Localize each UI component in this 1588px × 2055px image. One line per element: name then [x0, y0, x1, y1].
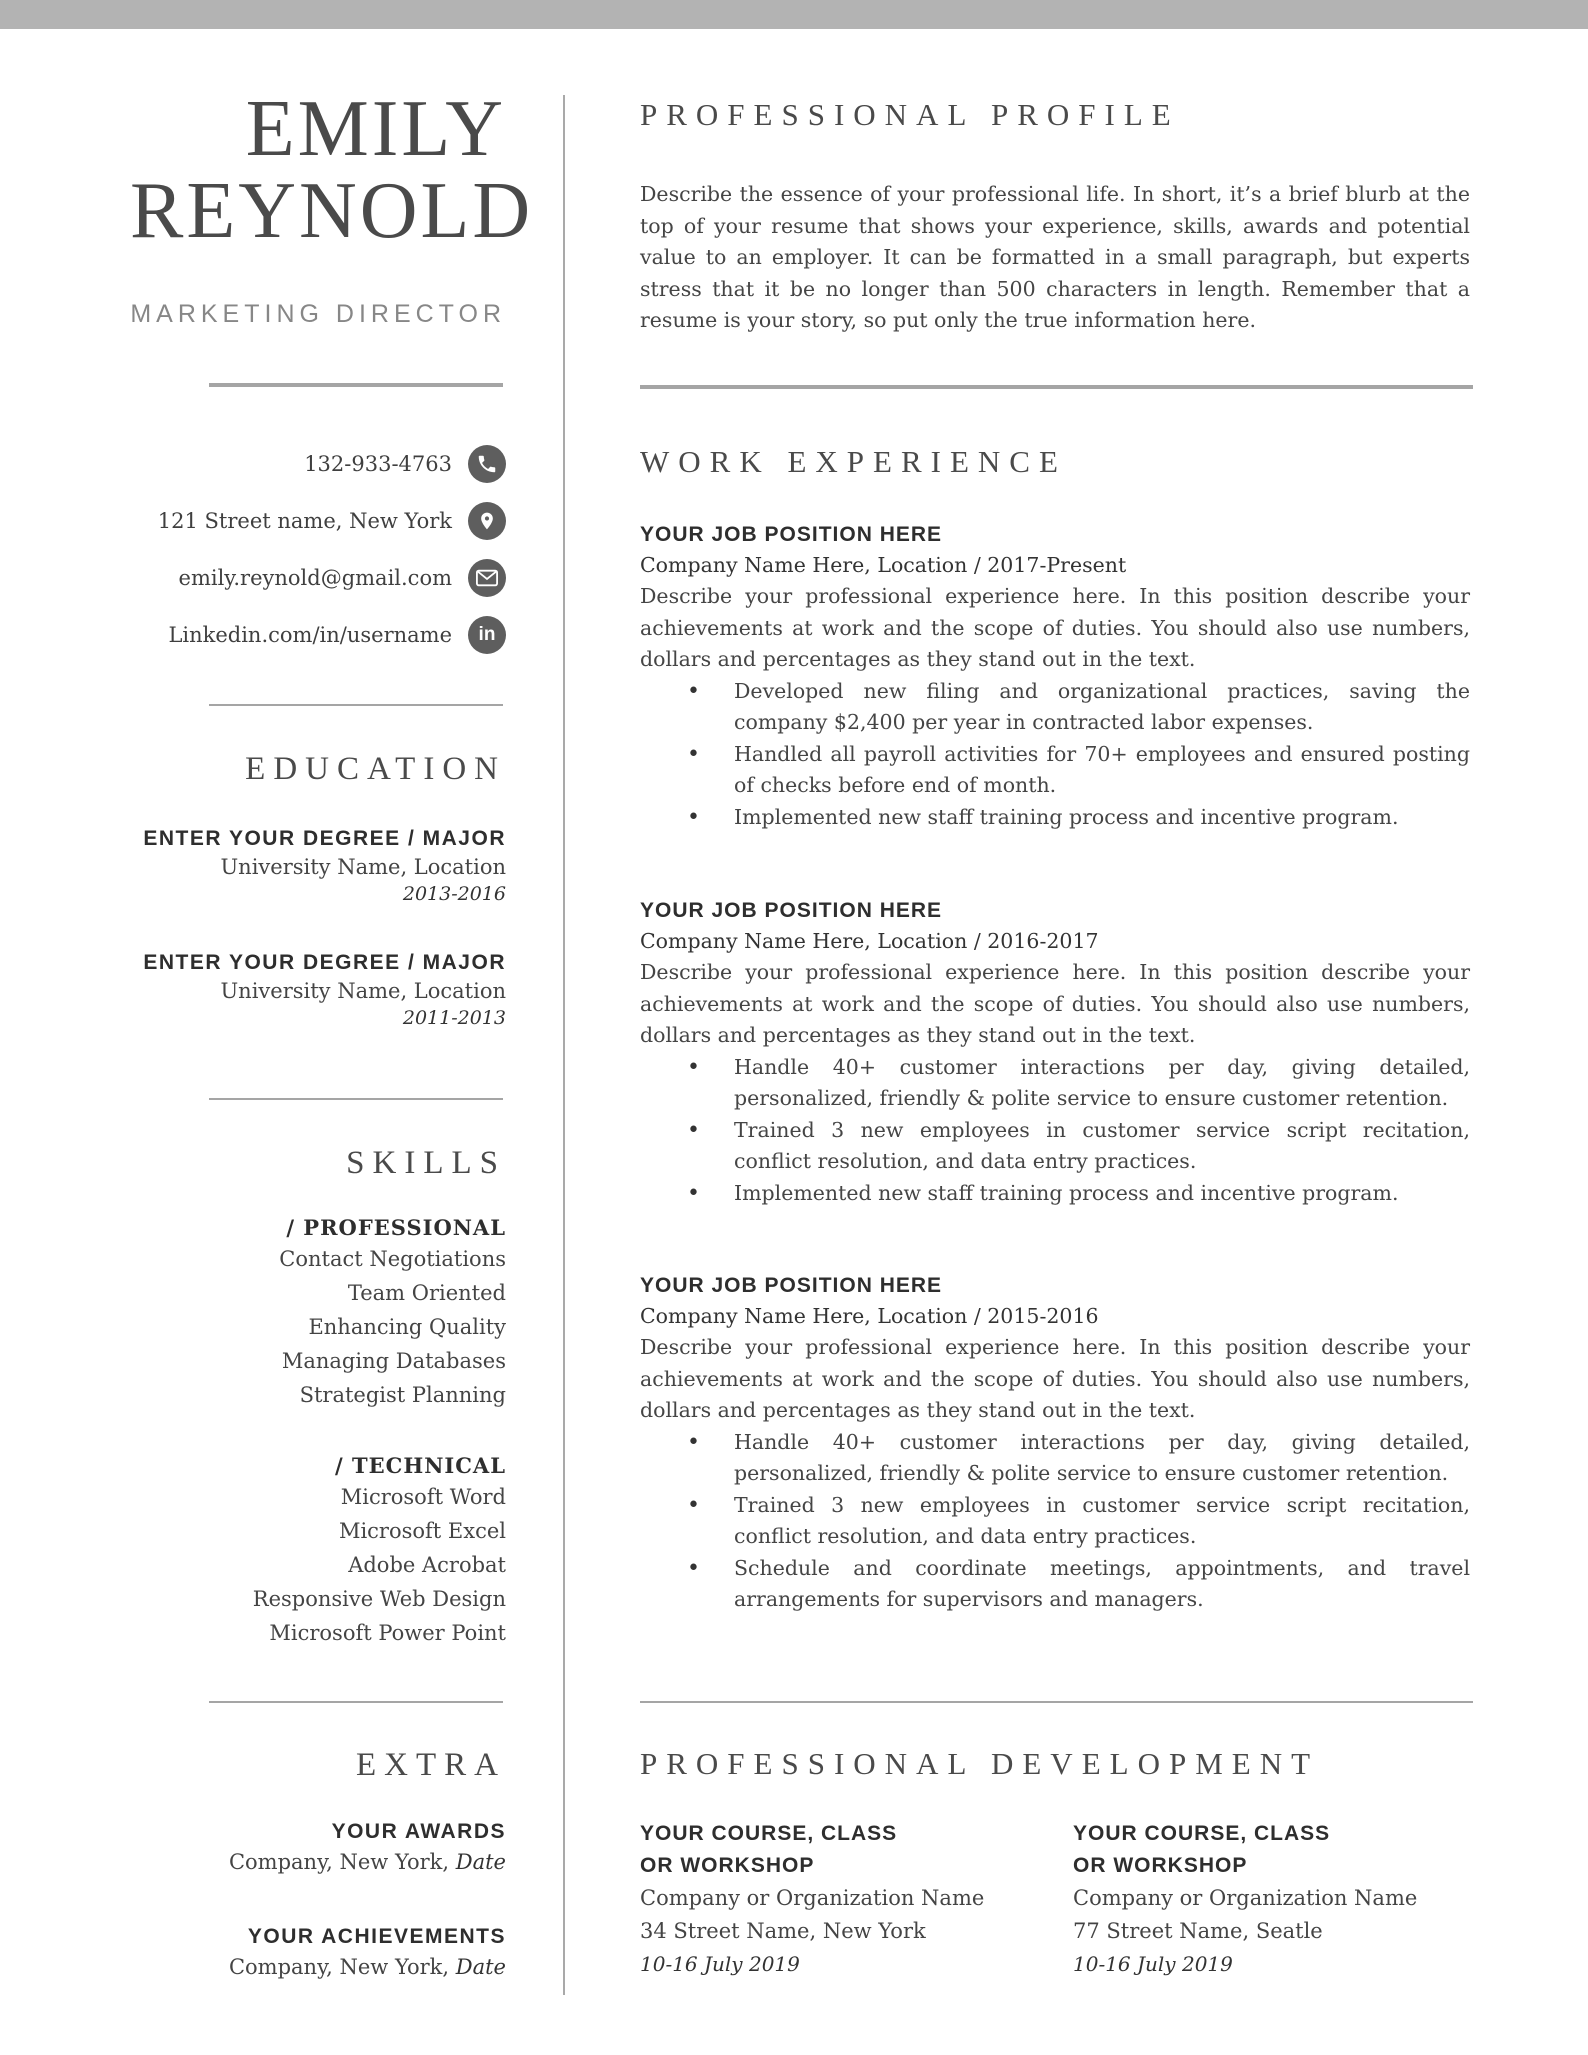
extra-title: YOUR AWARDS: [331, 1820, 506, 1843]
phone-text: 132-933-4763: [304, 452, 452, 476]
education-heading: EDUCATION: [245, 751, 506, 787]
column-divider: [563, 95, 565, 1995]
education-years: 2013-2016: [402, 883, 506, 905]
skill-item: Team Oriented: [347, 1281, 506, 1305]
job-bullets: [640, 1052, 1470, 1210]
skills-technical-heading: / TECHNICAL: [335, 1453, 506, 1478]
extra-detail: [130, 1955, 506, 1979]
education-entry: [130, 951, 506, 1029]
contact-linkedin: [130, 615, 506, 655]
divider: [209, 704, 503, 706]
address-text: 121 Street name, New York: [157, 509, 452, 533]
bullet-item: • Handle 40+ customer interactions per day, giving detailed, personalized, friendly & polite service to ensure customer retention.: [640, 1052, 1470, 1115]
phone-icon: [468, 445, 506, 483]
skill-item: Contact Negotiations: [279, 1247, 506, 1271]
course-organization: Company or Organization Name: [640, 1886, 985, 1910]
skill-item: Managing Databases: [281, 1349, 506, 1373]
linkedin-icon-text: in: [478, 624, 496, 645]
mail-icon: [468, 559, 506, 597]
job-bullets: [640, 1427, 1470, 1616]
skill-item: Adobe Acrobat: [348, 1553, 506, 1577]
contact-email: [130, 558, 506, 598]
course-organization: Company or Organization Name: [1073, 1886, 1418, 1910]
linkedin-text[interactable]: Linkedin.com/in/username: [168, 623, 452, 647]
linkedin-icon: [468, 616, 506, 654]
bullet-item: • Trained 3 new employees in customer service script recitation, conflict resolution, and data entry practices.: [640, 1115, 1470, 1178]
profile-text: Describe the essence of your professional life. In short, it’s a brief blurb at the top of your resume that shows your experience, skills, awards and potential value to an employer. It can be formatted in a small paragraph, but experts stress that it be no longer than 500 characters in length. Remember that a resume is your story, so put only the true information here.: [640, 182, 1470, 332]
skill-item: Responsive Web Design: [252, 1587, 506, 1611]
extra-detail: [130, 1850, 506, 1874]
work-heading: WORK EXPERIENCE: [640, 444, 1067, 479]
course-address: 34 Street Name, New York: [640, 1919, 926, 1943]
extra-date: Date: [455, 1850, 506, 1874]
bullet-item: • Schedule and coordinate meetings, appointments, and travel arrangements for supervisors and managers.: [640, 1553, 1470, 1616]
first-name: EMILY: [245, 85, 506, 173]
profile-heading: PROFESSIONAL PROFILE: [640, 97, 1180, 132]
name-block: [130, 85, 534, 255]
skills-heading: SKILLS: [346, 1145, 506, 1181]
job-title: YOUR JOB POSITION HERE: [640, 899, 943, 922]
course-title-line1: YOUR COURSE, CLASS: [1073, 1822, 1331, 1845]
degree-title: ENTER YOUR DEGREE / MAJOR: [143, 951, 506, 974]
contact-phone: [130, 444, 506, 484]
location-pin-icon: [468, 502, 506, 540]
job-company: Company Name Here, Location / 2016-2017: [640, 929, 1099, 953]
course-date: 10-16 July 2019: [640, 1952, 800, 1976]
job-entry: [640, 896, 1470, 1209]
job-entry: [640, 1271, 1470, 1616]
extra-company: Company, New York,: [228, 1850, 450, 1874]
divider: [640, 385, 1473, 389]
extra-heading: EXTRA: [356, 1747, 506, 1783]
last-name: REYNOLD: [130, 167, 534, 255]
school-name: University Name, Location: [220, 979, 506, 1003]
development-heading: PROFESSIONAL DEVELOPMENT: [640, 1746, 1320, 1781]
divider: [209, 383, 503, 387]
course-address: 77 Street Name, Seatle: [1073, 1919, 1323, 1943]
bullet-item: • Handled all payroll activities for 70+ employees and ensured posting of checks before end of month.: [640, 739, 1470, 802]
skill-item: Microsoft Word: [340, 1485, 506, 1509]
school-name: University Name, Location: [220, 855, 506, 879]
skill-item: Strategist Planning: [299, 1383, 506, 1407]
bullet-item: • Implemented new staff training process and incentive program.: [640, 802, 1470, 834]
job-description: Describe your professional experience here. In this position describe your achievements at work and the scope of duties. You should also use numbers, dollars and percentages as they stand out in the text.: [640, 584, 1470, 671]
job-bullets: [640, 676, 1470, 834]
divider: [640, 1701, 1473, 1703]
course-date: 10-16 July 2019: [1073, 1952, 1233, 1976]
bullet-item: • Implemented new staff training process and incentive program.: [640, 1178, 1470, 1210]
skills-professional-heading: / PROFESSIONAL: [286, 1215, 506, 1240]
contact-address: [130, 501, 506, 541]
education-entry: [130, 827, 506, 905]
job-title: YOUR JOB POSITION HERE: [640, 1274, 943, 1297]
extra-item: [130, 1925, 506, 1979]
course-title-line2: OR WORKSHOP: [640, 1854, 815, 1877]
job-company: Company Name Here, Location / 2015-2016: [640, 1304, 1099, 1328]
bullet-item: • Trained 3 new employees in customer service script recitation, conflict resolution, and data entry practices.: [640, 1490, 1470, 1553]
bullet-item: • Handle 40+ customer interactions per day, giving detailed, personalized, friendly & polite service to ensure customer retention.: [640, 1427, 1470, 1490]
divider: [209, 1098, 503, 1100]
education-years: 2011-2013: [402, 1007, 506, 1029]
email-text[interactable]: emily.reynold@gmail.com: [178, 566, 452, 590]
degree-title: ENTER YOUR DEGREE / MAJOR: [143, 827, 506, 850]
extra-date: Date: [455, 1955, 506, 1979]
job-entry: [640, 520, 1470, 833]
skill-item: Microsoft Excel: [338, 1519, 506, 1543]
job-role: MARKETING DIRECTOR: [130, 300, 506, 328]
course-title-line2: OR WORKSHOP: [1073, 1854, 1248, 1877]
job-company: Company Name Here, Location / 2017-Present: [640, 553, 1127, 577]
skills-technical: [130, 1453, 506, 1650]
course-title-line1: YOUR COURSE, CLASS: [640, 1822, 898, 1845]
skill-item: Enhancing Quality: [308, 1315, 506, 1339]
divider: [209, 1701, 503, 1703]
course-entry: [640, 1818, 1060, 1981]
extra-title: YOUR ACHIEVEMENTS: [247, 1925, 506, 1948]
job-title: YOUR JOB POSITION HERE: [640, 523, 943, 546]
extra-company: Company, New York,: [228, 1955, 450, 1979]
bullet-item: • Developed new filing and organizational practices, saving the company $2,400 per year in contracted labor expenses.: [640, 676, 1470, 739]
top-bar: [0, 0, 1588, 29]
course-entry: [1073, 1818, 1493, 1981]
job-description: Describe your professional experience here. In this position describe your achievements at work and the scope of duties. You should also use numbers, dollars and percentages as they stand out in the text.: [640, 960, 1470, 1047]
job-description: Describe your professional experience here. In this position describe your achievements at work and the scope of duties. You should also use numbers, dollars and percentages as they stand out in the text.: [640, 1335, 1470, 1422]
extra-item: [130, 1820, 506, 1874]
skill-item: Microsoft Power Point: [269, 1621, 506, 1645]
skills-professional: [130, 1215, 506, 1412]
